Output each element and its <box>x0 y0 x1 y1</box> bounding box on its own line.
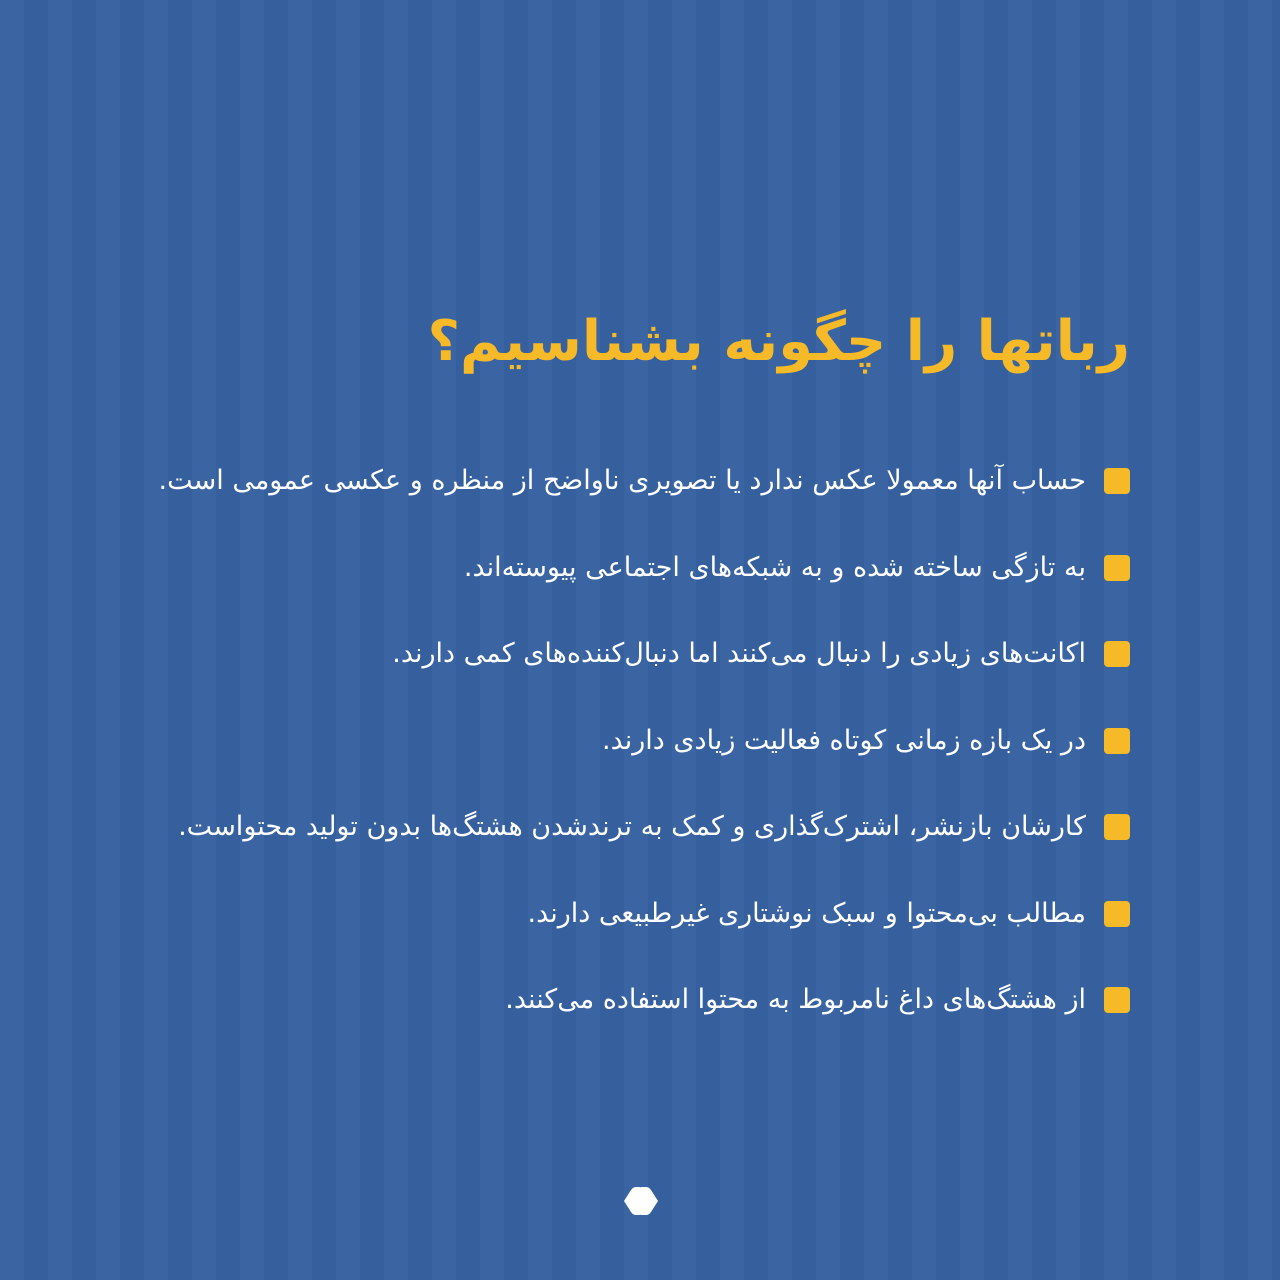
square-bullet-icon <box>1104 728 1130 754</box>
square-bullet-icon <box>1104 468 1130 494</box>
list-item-text: حساب آنها معمولا عکس ندارد یا تصویری ناواضح از منظره و عکسی عمومی است. <box>158 465 1086 497</box>
page-title: رباتها را چگونه بشناسیم؟ <box>427 309 1130 374</box>
list-item <box>130 611 1130 698</box>
list-item <box>130 784 1130 871</box>
list-item <box>130 871 1130 958</box>
list-item-text: به تازگی ساخته شده و به شبکه‌های اجتماعی پیوسته‌اند. <box>463 551 1086 583</box>
square-bullet-icon <box>1104 641 1130 667</box>
square-bullet-icon <box>1104 901 1130 927</box>
list-item <box>130 698 1130 785</box>
square-bullet-icon <box>1104 555 1130 581</box>
list-item <box>130 525 1130 612</box>
list-item-text: از هشتگ‌های داغ نامربوط به محتوا استفاده می‌کنند. <box>505 984 1086 1016</box>
list-item-text: مطالب بی‌محتوا و سبک نوشتاری غیرطبیعی دارند. <box>527 897 1086 929</box>
list-item-text: کارشان بازنشر، اشترک‌گذاری و کمک به ترندشدن هشتگ‌ها بدون تولید محتواست. <box>178 811 1086 843</box>
double-diamond-logo-icon <box>618 1184 664 1218</box>
square-bullet-icon <box>1104 987 1130 1013</box>
main-content <box>130 292 1130 1044</box>
list-item <box>130 438 1130 525</box>
list-item-text: اکانت‌های زیادی را دنبال می‌کنند اما دنبال‌کننده‌های کمی دارند. <box>392 638 1086 670</box>
list-item <box>130 957 1130 1044</box>
bullet-list <box>130 438 1130 1044</box>
square-bullet-icon <box>1104 814 1130 840</box>
list-item-text: در یک بازه زمانی کوتاه فعالیت زیادی دارند. <box>602 724 1086 756</box>
